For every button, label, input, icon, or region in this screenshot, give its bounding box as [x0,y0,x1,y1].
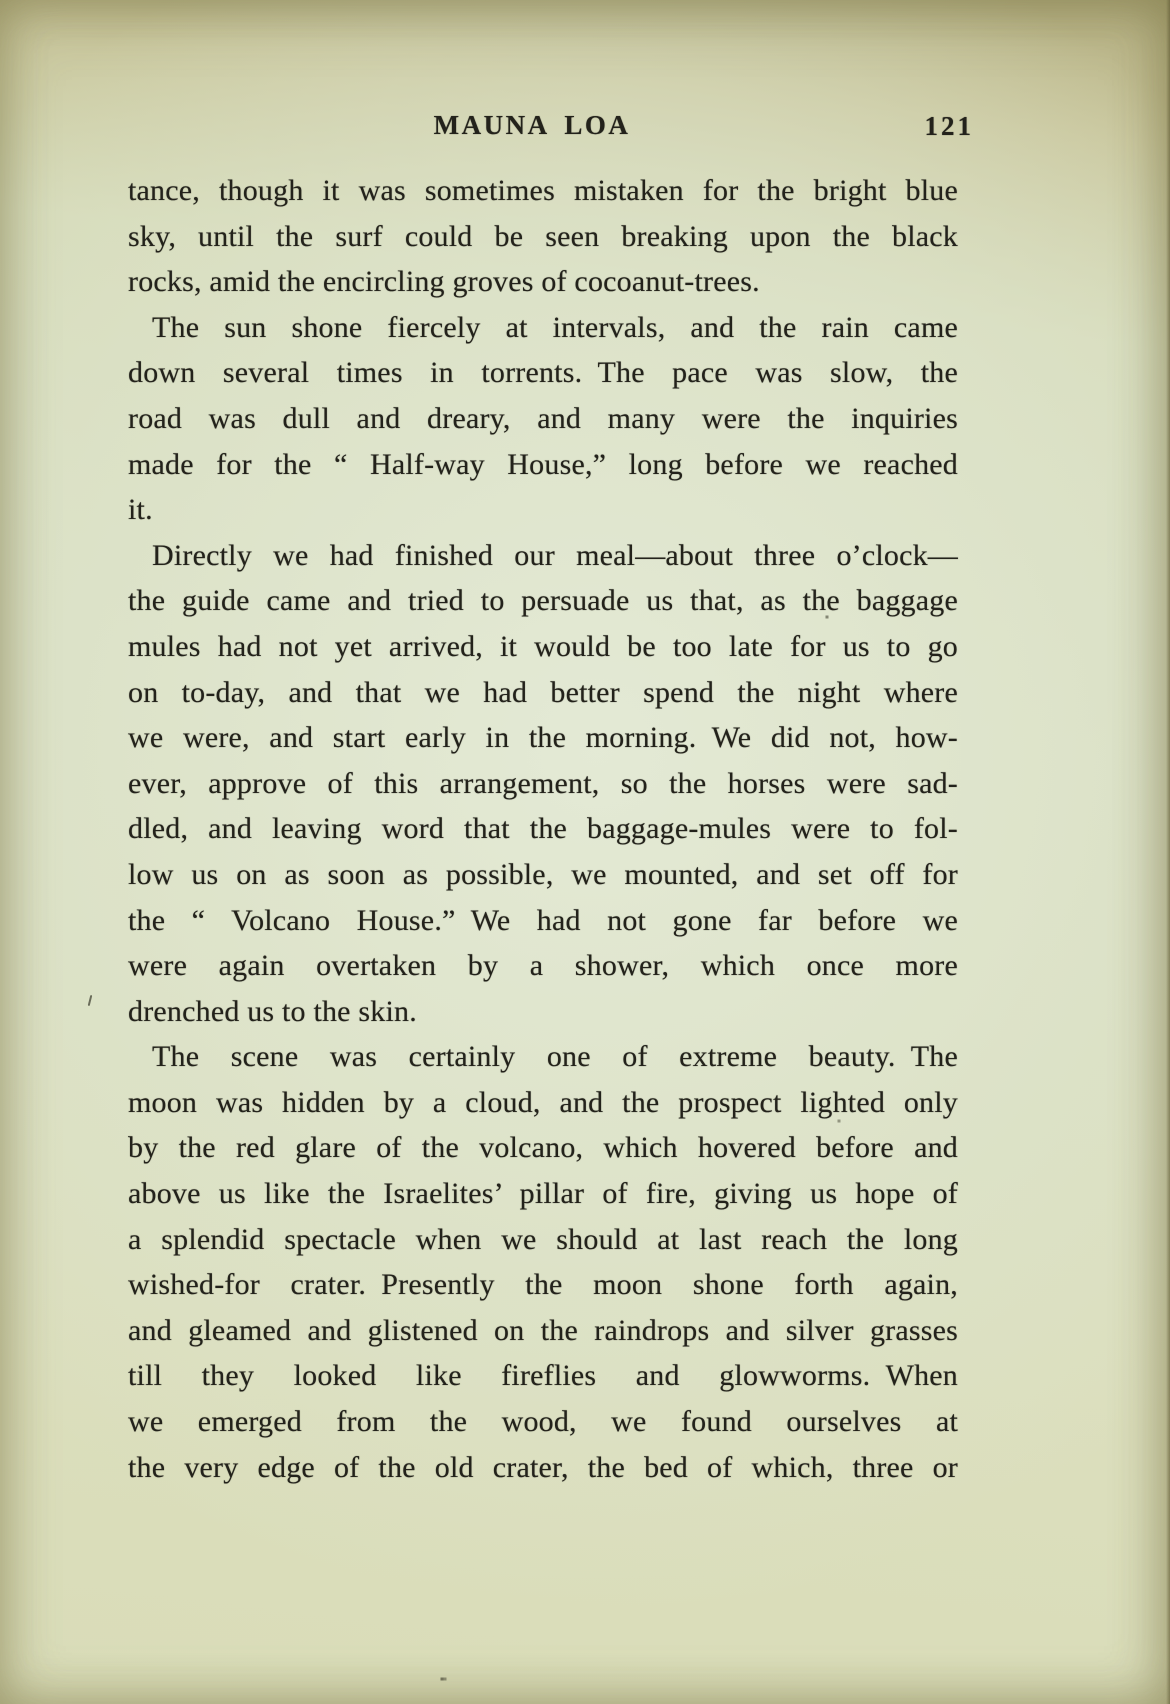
page-edge-shadow [1166,0,1170,1704]
text-line: above us like the Israelites’ pillar of fire, giving us hope of [128,1177,958,1211]
text-line: down several times in torrents. The pace was slow, the [128,356,958,390]
print-specks [0,0,2,2]
text-line: sky, until the surf could be seen breaking upon the black [128,219,958,253]
margin-ink-mark [88,995,93,1006]
text-block [128,168,958,1490]
page-title: MAUNA LOA [433,110,631,140]
text-line: road was dull and dreary, and many were the inquiries [128,401,958,435]
text-line: were again overtaken by a shower, which once more [128,949,958,983]
text-line: and gleamed and glistened on the raindrops and silver grasses [128,1313,958,1347]
text-line: made for the “ Half-way House,” long before we reached [128,447,958,481]
text-line: the very edge of the old crater, the bed of which, three or [128,1450,958,1484]
text-line: till they looked like fireflies and glowworms. When [128,1359,958,1393]
text-line: the “ Volcano House.” We had not gone far before we [128,903,958,937]
text-line: on to-day, and that we had better spend the night where [128,675,958,709]
text-line: rocks, amid the encircling groves of cocoanut-trees. [128,265,760,299]
text-line: a splendid spectacle when we should at last reach the long [128,1222,958,1256]
text-line: tance, though it was sometimes mistaken for the bright blue [128,174,958,207]
text-line: the guide came and tried to persuade us that, as the baggage [128,584,958,618]
text-line: The sun shone fiercely at intervals, and the rain came [152,310,958,344]
text-line: by the red glare of the volcano, which hovered before and [128,1131,958,1165]
text-line: we emerged from the wood, we found ourselves at [128,1405,958,1439]
text-line: dled, and leaving word that the baggage-mules were to fol- [128,812,958,846]
text-line: The scene was certainly one of extreme beauty. The [152,1040,958,1074]
text-line: it. [128,493,153,527]
text-line: Directly we had finished our meal—about three o’clock— [152,538,958,572]
text-line: moon was hidden by a cloud, and the prospect lighted only [128,1085,958,1119]
text-line: mules had not yet arrived, it would be too late for us to go [128,629,958,663]
text-line: low us on as soon as possible, we mounted, and set off for [128,857,958,891]
text-line: we were, and start early in the morning. We did not, how- [128,721,958,755]
text-line: drenched us to the skin. [128,994,417,1028]
text-line: ever, approve of this arrangement, so the horses were sad- [128,766,958,800]
running-head [128,110,974,144]
text-line: wished-for crater. Presently the moon shone forth again, [128,1268,958,1302]
page-number: 121 [924,111,974,141]
